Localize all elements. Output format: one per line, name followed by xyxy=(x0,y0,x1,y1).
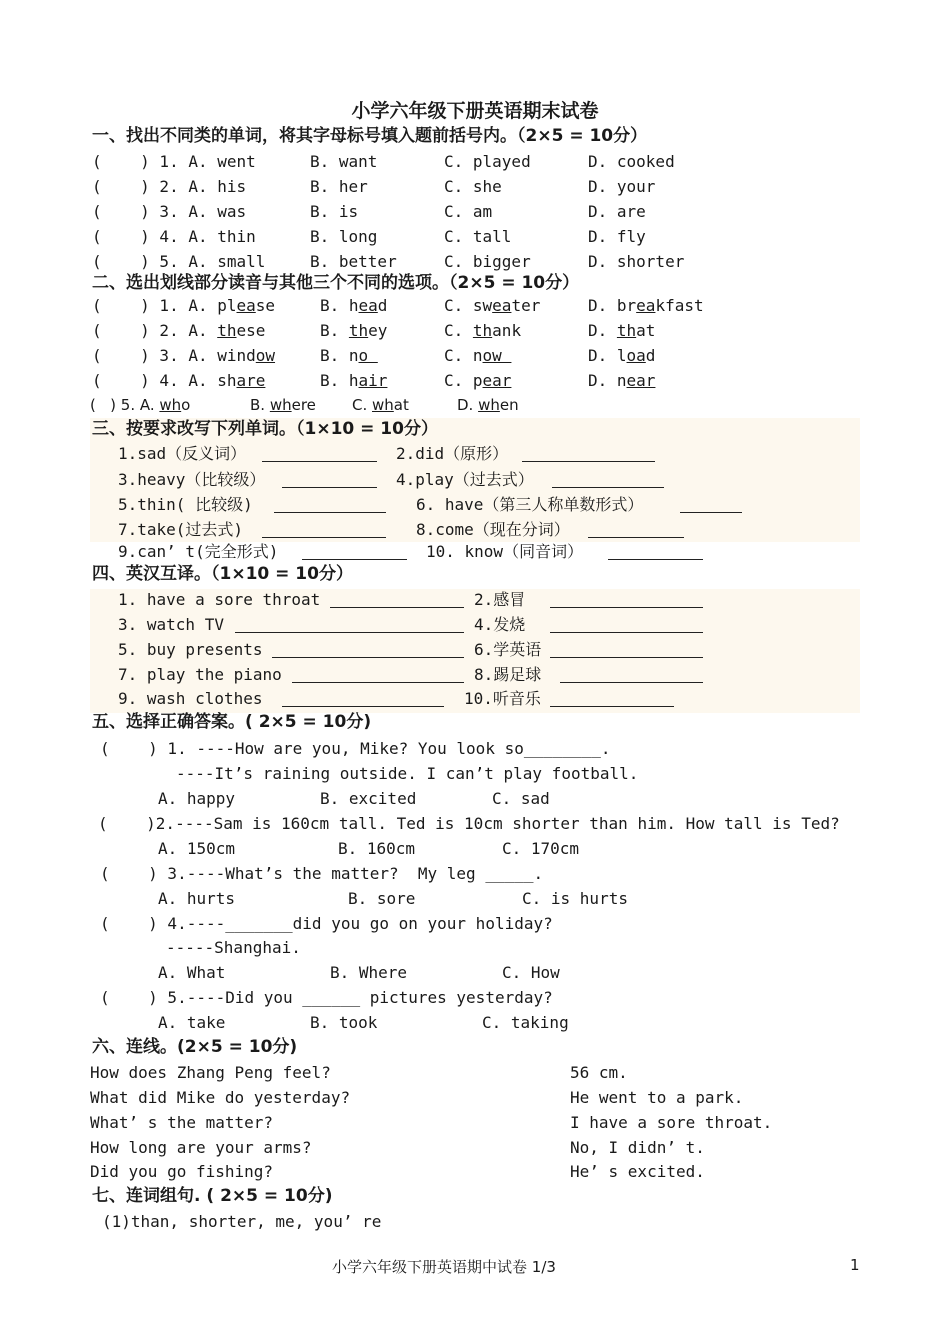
s5-q3: ( ) 3.----What’s the matter? My leg _____. xyxy=(100,864,544,883)
s5-q2-opt-a: A. 150cm xyxy=(158,839,236,858)
s5-q4: ( ) 4.----_______did you go on your holiday? xyxy=(100,914,553,933)
s2-item-5-c: C. what xyxy=(352,396,409,414)
s2-item-5-b: B. where xyxy=(250,396,316,414)
s4-blank-3[interactable] xyxy=(235,632,464,633)
s4-item-4: 4.发烧 xyxy=(474,615,526,634)
s2-item-1-c: C. sweater xyxy=(444,296,541,315)
s4-item-2: 2.感冒 xyxy=(474,590,526,609)
s6-right-2[interactable]: He went to a park. xyxy=(570,1088,744,1107)
s3-item-5: 5.thin( 比较级) xyxy=(118,495,253,514)
s4-item-8: 8.踢足球 xyxy=(474,665,542,684)
s5-q4-opt-b: B. Where xyxy=(330,963,408,982)
s1-item-5-a: ( ) 5. A. small xyxy=(92,252,266,271)
page-number: 1 xyxy=(850,1256,860,1274)
s3-item-4: 4.play（过去式） xyxy=(396,470,534,489)
s4-item-10: 10.听音乐 xyxy=(464,689,541,708)
s4-item-7: 7. play the piano xyxy=(118,665,282,684)
s5-q5-opt-b: B. took xyxy=(310,1013,378,1032)
s4-item-5: 5. buy presents xyxy=(118,640,263,659)
s3-item-3: 3.heavy（比较级） xyxy=(118,470,266,489)
s3-blank-9[interactable] xyxy=(302,559,407,560)
s2-item-2-d: D. that xyxy=(588,321,656,340)
s7-q1: (1)than, shorter, me, you’ re xyxy=(102,1212,382,1231)
s5-q5-opt-a: A. take xyxy=(158,1013,226,1032)
s4-item-6: 6.学英语 xyxy=(474,640,542,659)
s4-blank-1[interactable] xyxy=(330,607,464,608)
s6-right-3[interactable]: I have a sore throat. xyxy=(570,1113,773,1132)
s5-q4-opt-c: C. How xyxy=(502,963,560,982)
s4-blank-2[interactable] xyxy=(550,607,703,608)
s1-item-1-a: ( ) 1. A. went xyxy=(92,152,256,171)
s3-blank-4[interactable] xyxy=(552,487,664,488)
s4-blank-6[interactable] xyxy=(550,657,703,658)
s2-item-1-b: B. head xyxy=(320,296,388,315)
s5-q1-opt-b: B. excited xyxy=(320,789,417,808)
section-4-heading: 四、英汉互译。（1×10 = 10分） xyxy=(92,564,353,584)
s5-q1: ( ) 1. ----How are you, Mike? You look so________. xyxy=(100,739,611,758)
s5-q5: ( ) 5.----Did you ______ pictures yesterday? xyxy=(100,988,553,1007)
s2-item-5: ( ) 5. A. who xyxy=(90,396,191,414)
s2-item-1-d: D. breakfast xyxy=(588,296,704,315)
footer-text: 小学六年级下册英语期中试卷 1/3 xyxy=(332,1258,556,1276)
s5-q4-opt-a: A. What xyxy=(158,963,226,982)
s1-item-5-b: B. better xyxy=(310,252,397,271)
s4-item-9: 9. wash clothes xyxy=(118,689,263,708)
s5-q2-opt-c: C. 170cm xyxy=(502,839,580,858)
s1-item-3-c: C. am xyxy=(444,202,493,221)
s1-item-4-b: B. long xyxy=(310,227,378,246)
page-title: 小学六年级下册英语期末试卷 xyxy=(351,100,599,122)
section-3-heading: 三、按要求改写下列单词。（1×10 = 10分） xyxy=(92,419,438,439)
s6-right-4[interactable]: No, I didn’ t. xyxy=(570,1138,705,1157)
s2-item-2-c: C. thank xyxy=(444,321,522,340)
s3-blank-10[interactable] xyxy=(608,559,703,560)
s5-q2-opt-b: B. 160cm xyxy=(338,839,416,858)
s6-left-4[interactable]: How long are your arms? xyxy=(90,1138,312,1157)
s5-q3-opt-b: B. sore xyxy=(348,889,416,908)
s6-left-1[interactable]: How does Zhang Peng feel? xyxy=(90,1063,331,1082)
s2-item-3-c: C. now xyxy=(444,346,512,365)
s1-item-3-a: ( ) 3. A. was xyxy=(92,202,247,221)
s3-blank-3[interactable] xyxy=(282,487,377,488)
s1-item-5-c: C. bigger xyxy=(444,252,531,271)
section-1-heading: 一、找出不同类的单词，将其字母标号填入题前括号内。（2×5 = 10分） xyxy=(92,126,648,146)
s6-left-2[interactable]: What did Mike do yesterday? xyxy=(90,1088,351,1107)
section-2-heading: 二、选出划线部分读音与其他三个不同的选项。（2×5 = 10分） xyxy=(92,273,580,293)
s3-item-10: 10. know（同音词） xyxy=(426,542,584,561)
s2-item-3: ( ) 3. A. window xyxy=(92,346,276,365)
s2-item-4-d: D. near xyxy=(588,371,656,390)
s1-item-4-d: D. fly xyxy=(588,227,646,246)
s1-item-1-c: C. played xyxy=(444,152,531,171)
s6-left-3[interactable]: What’ s the matter? xyxy=(90,1113,274,1132)
s4-blank-5[interactable] xyxy=(272,657,464,658)
s2-item-4: ( ) 4. A. share xyxy=(92,371,266,390)
s4-blank-8[interactable] xyxy=(560,682,703,683)
s2-item-1: ( ) 1. A. please xyxy=(92,296,276,315)
s3-blank-5[interactable] xyxy=(274,512,386,513)
s1-item-4-a: ( ) 4. A. thin xyxy=(92,227,256,246)
section-5-heading: 五、选择正确答案。( 2×5 = 10分) xyxy=(92,712,372,732)
s5-q1-opt-c: C. sad xyxy=(492,789,550,808)
s3-item-1: 1.sad（反义词） xyxy=(118,444,247,463)
s1-item-5-d: D. shorter xyxy=(588,252,685,271)
s2-item-4-c: C. pear xyxy=(444,371,512,390)
s1-item-1-b: B. want xyxy=(310,152,378,171)
s3-item-9: 9.can’ t(完全形式) xyxy=(118,542,279,561)
s1-item-2-b: B. her xyxy=(310,177,368,196)
s5-q1-opt-a: A. happy xyxy=(158,789,236,808)
s1-item-3-b: B. is xyxy=(310,202,359,221)
s5-q3-opt-c: C. is hurts xyxy=(522,889,628,908)
s3-blank-2[interactable] xyxy=(522,461,655,462)
s1-item-2-d: D. your xyxy=(588,177,656,196)
s2-item-5-d: D. when xyxy=(457,396,519,414)
s1-item-2-c: C. she xyxy=(444,177,502,196)
s3-blank-1[interactable] xyxy=(262,461,377,462)
s2-item-2: ( ) 2. A. these xyxy=(92,321,266,340)
s6-right-1[interactable]: 56 cm. xyxy=(570,1063,628,1082)
s5-q2: ( )2.----Sam is 160cm tall. Ted is 10cm shorter than him. How tall is Ted? xyxy=(98,814,840,833)
s4-blank-7[interactable] xyxy=(292,682,464,683)
s4-item-1: 1. have a sore throat xyxy=(118,590,321,609)
s2-item-2-b: B. they xyxy=(320,321,388,340)
s3-blank-8[interactable] xyxy=(588,537,684,538)
s4-blank-10[interactable] xyxy=(550,706,674,707)
section-6-heading: 六、连线。(2×5 = 10分) xyxy=(92,1037,298,1057)
s4-blank-4[interactable] xyxy=(550,632,703,633)
section-7-heading: 七、连词组句. ( 2×5 = 10分) xyxy=(92,1186,333,1206)
s1-item-4-c: C. tall xyxy=(444,227,512,246)
s5-q4-reply: -----Shanghai. xyxy=(166,938,301,957)
s3-item-7: 7.take(过去式) xyxy=(118,520,244,539)
s4-blank-9[interactable] xyxy=(282,706,444,707)
s1-item-1-d: D. cooked xyxy=(588,152,675,171)
s2-item-3-d: D. load xyxy=(588,346,656,365)
s2-item-4-b: B. hair xyxy=(320,371,388,390)
s5-q3-opt-a: A. hurts xyxy=(158,889,236,908)
s5-q5-opt-c: C. taking xyxy=(482,1013,569,1032)
s1-item-3-d: D. are xyxy=(588,202,646,221)
s3-blank-6[interactable] xyxy=(680,512,742,513)
s6-left-5[interactable]: Did you go fishing? xyxy=(90,1162,274,1181)
s3-blank-7[interactable] xyxy=(262,537,386,538)
s1-item-2-a: ( ) 2. A. his xyxy=(92,177,247,196)
s3-item-2: 2.did（原形） xyxy=(396,444,509,463)
s3-item-8: 8.come（现在分词） xyxy=(416,520,570,539)
s5-q1-reply: ----It’s raining outside. I can’t play football. xyxy=(176,764,639,783)
s6-right-5[interactable]: He’ s excited. xyxy=(570,1162,705,1181)
s4-item-3: 3. watch TV xyxy=(118,615,224,634)
s3-item-6: 6. have（第三人称单数形式） xyxy=(416,495,644,514)
s2-item-3-b: B. no xyxy=(320,346,378,365)
